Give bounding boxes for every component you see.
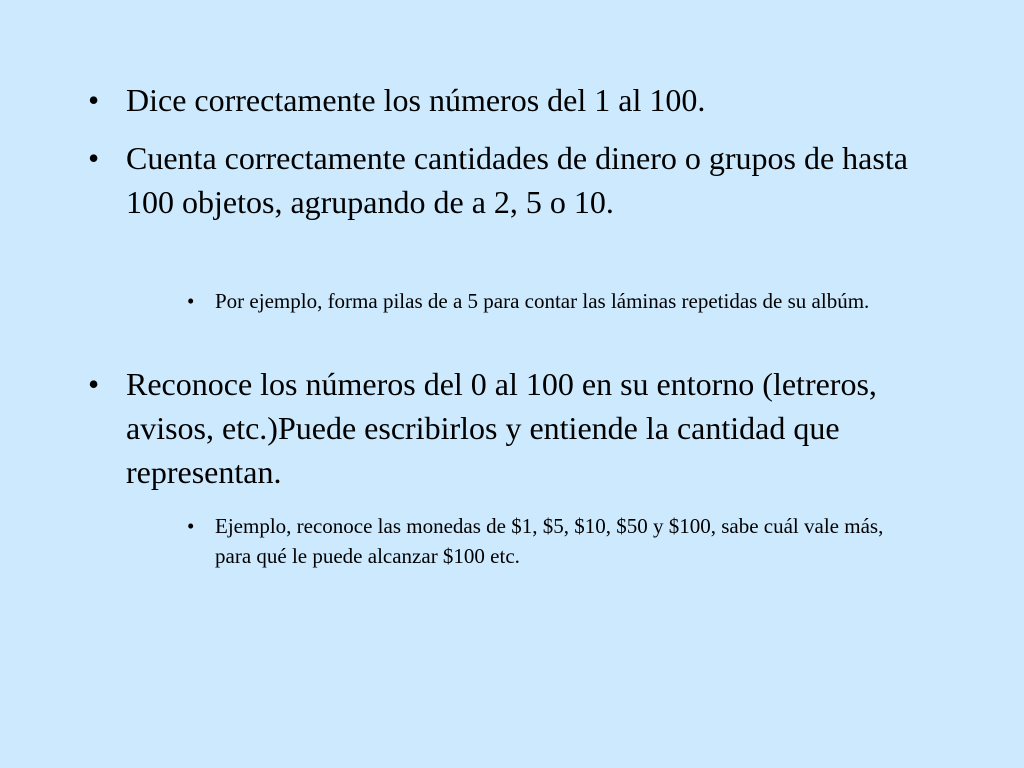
bullet-mark-icon: •: [88, 366, 100, 402]
bullet-mark-icon: •: [187, 514, 195, 538]
sub-bullet-item: [187, 286, 885, 316]
sub-bullet-text: Por ejemplo, forma pilas de a 5 para contar las láminas repetidas de su albúm.: [215, 289, 870, 313]
bullet-item: [88, 362, 936, 494]
bullet-mark-icon: •: [187, 289, 195, 313]
bullet-item: [88, 136, 936, 224]
sub-bullet-text: Ejemplo, reconoce las monedas de $1, $5, $10, $50 y $100, sabe cuál vale más, para qué le puede alcanzar $100 etc.: [215, 514, 884, 568]
sub-bullet-item: [187, 511, 915, 571]
bullet-mark-icon: •: [88, 82, 100, 118]
bullet-text: Dice correctamente los números del 1 al 100.: [126, 82, 706, 118]
bullet-text: Reconoce los números del 0 al 100 en su entorno (letreros, avisos, etc.)Puede escribirlos y entiende la cantidad que representan.: [126, 366, 877, 490]
bullet-text: Cuenta correctamente cantidades de dinero o grupos de hasta 100 objetos, agrupando de a 2, 5 o 10.: [126, 140, 908, 220]
bullet-mark-icon: •: [88, 140, 100, 176]
bullet-item: [88, 78, 886, 122]
